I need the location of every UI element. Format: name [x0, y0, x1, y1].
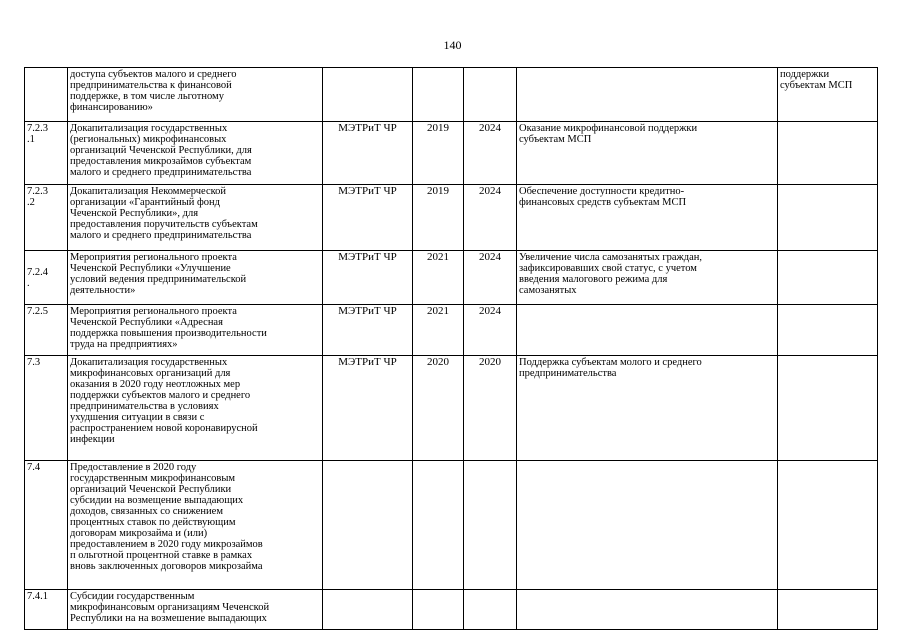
executor	[323, 461, 413, 590]
year-end: 2024	[464, 122, 517, 185]
measures-table	[24, 67, 878, 630]
indicator	[778, 356, 878, 461]
row-number: 7.2.3 .1	[25, 122, 68, 185]
year-start: 2020	[413, 356, 464, 461]
table-row	[25, 356, 878, 461]
indicator	[778, 251, 878, 305]
expected-result	[517, 461, 778, 590]
page-number: 140	[443, 38, 462, 52]
expected-result: Обеспечение доступности кредитно- финансовых средств субъектам МСП	[517, 185, 778, 251]
year-start: 2021	[413, 251, 464, 305]
indicator	[778, 305, 878, 356]
measure-name: Докапитализация государственных (региональных) микрофинансовых организаций Чеченской Республики, для предоставления микрозаймов субъектам малого и среднего предпринимательства	[68, 122, 323, 185]
indicator	[778, 185, 878, 251]
executor: МЭТРиТ ЧР	[323, 356, 413, 461]
year-start	[413, 590, 464, 630]
year-start: 2019	[413, 122, 464, 185]
year-end	[464, 461, 517, 590]
table-row	[25, 305, 878, 356]
table-row	[25, 590, 878, 630]
row-number: 7.2.3 .2	[25, 185, 68, 251]
measure-name: Мероприятия регионального проекта Чеченской Республики «Улучшение условий ведения предпринимательской деятельности»	[68, 251, 323, 305]
row-number: 7.4	[25, 461, 68, 590]
table-row	[25, 68, 878, 122]
year-end: 2024	[464, 251, 517, 305]
row-number: 7.2.5	[25, 305, 68, 356]
year-end	[464, 590, 517, 630]
row-number	[25, 68, 68, 122]
indicator	[778, 590, 878, 630]
table-row	[25, 251, 878, 305]
executor: МЭТРиТ ЧР	[323, 122, 413, 185]
measure-name: доступа субъектов малого и среднего предпринимательства к финансовой поддержке, в том числе льготному финансированию»	[68, 68, 323, 122]
year-end: 2024	[464, 185, 517, 251]
executor: МЭТРиТ ЧР	[323, 251, 413, 305]
measure-name: Субсидии государственным микрофинансовым организациям Чеченской Республики на на возмешение выпадающих	[68, 590, 323, 630]
executor	[323, 590, 413, 630]
table-row	[25, 461, 878, 590]
row-number: 7.3	[25, 356, 68, 461]
executor	[323, 68, 413, 122]
table-row	[25, 122, 878, 185]
row-number: 7.4.1	[25, 590, 68, 630]
row-number: 7.2.4 .	[25, 251, 68, 305]
expected-result: Оказание микрофинансовой поддержки субъектам МСП	[517, 122, 778, 185]
expected-result	[517, 68, 778, 122]
indicator	[778, 461, 878, 590]
year-start	[413, 461, 464, 590]
year-end: 2024	[464, 305, 517, 356]
expected-result: Увеличение числа самозанятых граждан, зафиксировавших свой статус, с учетом введения малогового режима для самозанятых	[517, 251, 778, 305]
expected-result	[517, 305, 778, 356]
year-end: 2020	[464, 356, 517, 461]
executor: МЭТРиТ ЧР	[323, 305, 413, 356]
measure-name: Мероприятия регионального проекта Чеченской Республики «Адресная поддержка повышения производительности труда на предприятиях»	[68, 305, 323, 356]
year-start: 2019	[413, 185, 464, 251]
measure-name: Предоставление в 2020 году государственным микрофинансовым организаций Чеченской Республики субсидии на возмещение выпадающих доходов, связанных со снижением процентных ставок по действующим договорам микрозайма и (или) предоставлением в 2020 году микрозаймов п ольготной процентной ставке в рамках вновь заключенных договоров микрозайма	[68, 461, 323, 590]
expected-result	[517, 590, 778, 630]
year-end	[464, 68, 517, 122]
executor: МЭТРиТ ЧР	[323, 185, 413, 251]
measure-name: Докапитализация Некоммерческой организации «Гарантийный фонд Чеченской Республики», для предоставления поручительств субъектам малого и среднего предпринимательства	[68, 185, 323, 251]
table-row	[25, 185, 878, 251]
indicator: поддержки субъектам МСП	[778, 68, 878, 122]
measure-name: Докапитализация государственных микрофинансовых организаций для оказания в 2020 году неотложных мер поддержки субъектов малого и среднего предпринимательства в условиях ухудшения ситуации в связи с распространением новой коронавирусной инфекции	[68, 356, 323, 461]
year-start: 2021	[413, 305, 464, 356]
expected-result: Поддержка субъектам молого и среднего предпринимательства	[517, 356, 778, 461]
year-start	[413, 68, 464, 122]
indicator	[778, 122, 878, 185]
